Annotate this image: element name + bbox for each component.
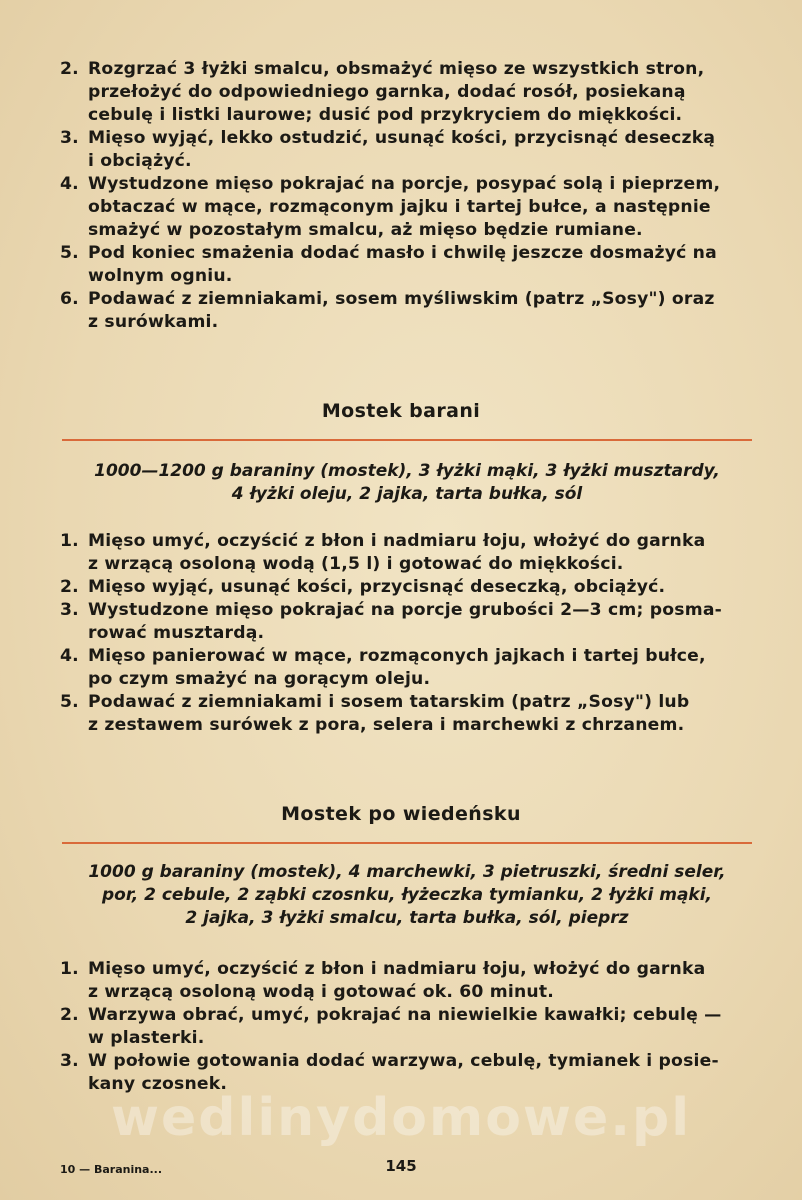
ingredients-list: 1000—1200 g baraniny (mostek), 3 łyżki mąki, 3 łyżki musztardy, 4 łyżki oleju, 2 jajka, tarta bułka, sól [94,461,720,504]
list-item: 2. Warzywa obrać, umyć, pokrajać na niewielkie kawałki; cebulę — w plasterki. [60,1005,722,1048]
page-number: 145 [385,1157,417,1175]
top-steps-list [60,58,760,334]
section-divider [62,439,752,441]
ingredients-list: 1000 g baraniny (mostek), 4 marchewki, 3 pietruszki, średni seler, por, 2 cebule, 2 ząbki czosnku, łyżeczka tymianku, 2 łyżki mąki, 2 jajka, 3 łyżki smalcu, tarta bułka, sól, pieprz [88,862,726,928]
list-item: 5. Pod koniec smażenia dodać masło i chwilę jeszcze dosmażyć na wolnym ogniu. [60,243,717,286]
list-item: 3. W połowie gotowania dodać warzywa, cebulę, tymianek i posie- kany czosnek. [60,1051,719,1094]
list-item: 1. Mięso umyć, oczyścić z błon i nadmiaru łoju, włożyć do garnka z wrzącą osoloną wodą (1,5 l) i gotować do miękkości. [60,531,706,574]
list-item: 3. Mięso wyjąć, lekko ostudzić, usunąć kości, przycisnąć deseczką i obciążyć. [60,128,716,171]
recipe-steps-list [60,530,760,737]
list-item: 2. Rozgrzać 3 łyżki smalcu, obsmażyć mięso ze wszystkich stron, przełożyć do odpowiedniego garnka, dodać rosół, posiekaną cebulę i listki laurowe; dusić pod przykryciem do miękkości. [60,59,705,125]
list-item: 1. Mięso umyć, oczyścić z błon i nadmiaru łoju, włożyć do garnka z wrzącą osoloną wodą i gotować ok. 60 minut. [60,959,706,1002]
watermark: wedlinydomowe.pl [110,1088,692,1148]
footer-signature: 10 — Baranina... [60,1163,163,1176]
section-divider [62,842,752,844]
list-item: 3. Wystudzone mięso pokrajać na porcje grubości 2—3 cm; posma- rować musztardą. [60,600,722,643]
recipe-title: Mostek barani [321,400,481,422]
list-item: 4. Mięso panierować w mące, rozmąconych jajkach i tartej bułce, po czym smażyć na gorącym oleju. [60,646,706,689]
recipe-title: Mostek po wiedeńsku [281,803,521,825]
list-item: 5. Podawać z ziemniakami i sosem tatarskim (patrz „Sosy") lub z zestawem surówek z pora, selera i marchewki z chrzanem. [60,692,690,735]
list-item: 6. Podawać z ziemniakami, sosem myśliwskim (patrz „Sosy") oraz z surówkami. [60,289,715,332]
list-item: 4. Wystudzone mięso pokrajać na porcje, posypać solą i pieprzem, obtaczać w mące, rozmąconym jajku i tartej bułce, a następnie smażyć w pozostałym smalcu, aż mięso będzie rumiane. [60,174,721,240]
list-item: 2. Mięso wyjąć, usunąć kości, przycisnąć deseczką, obciążyć. [60,577,666,597]
recipe-steps-list [60,958,760,1096]
